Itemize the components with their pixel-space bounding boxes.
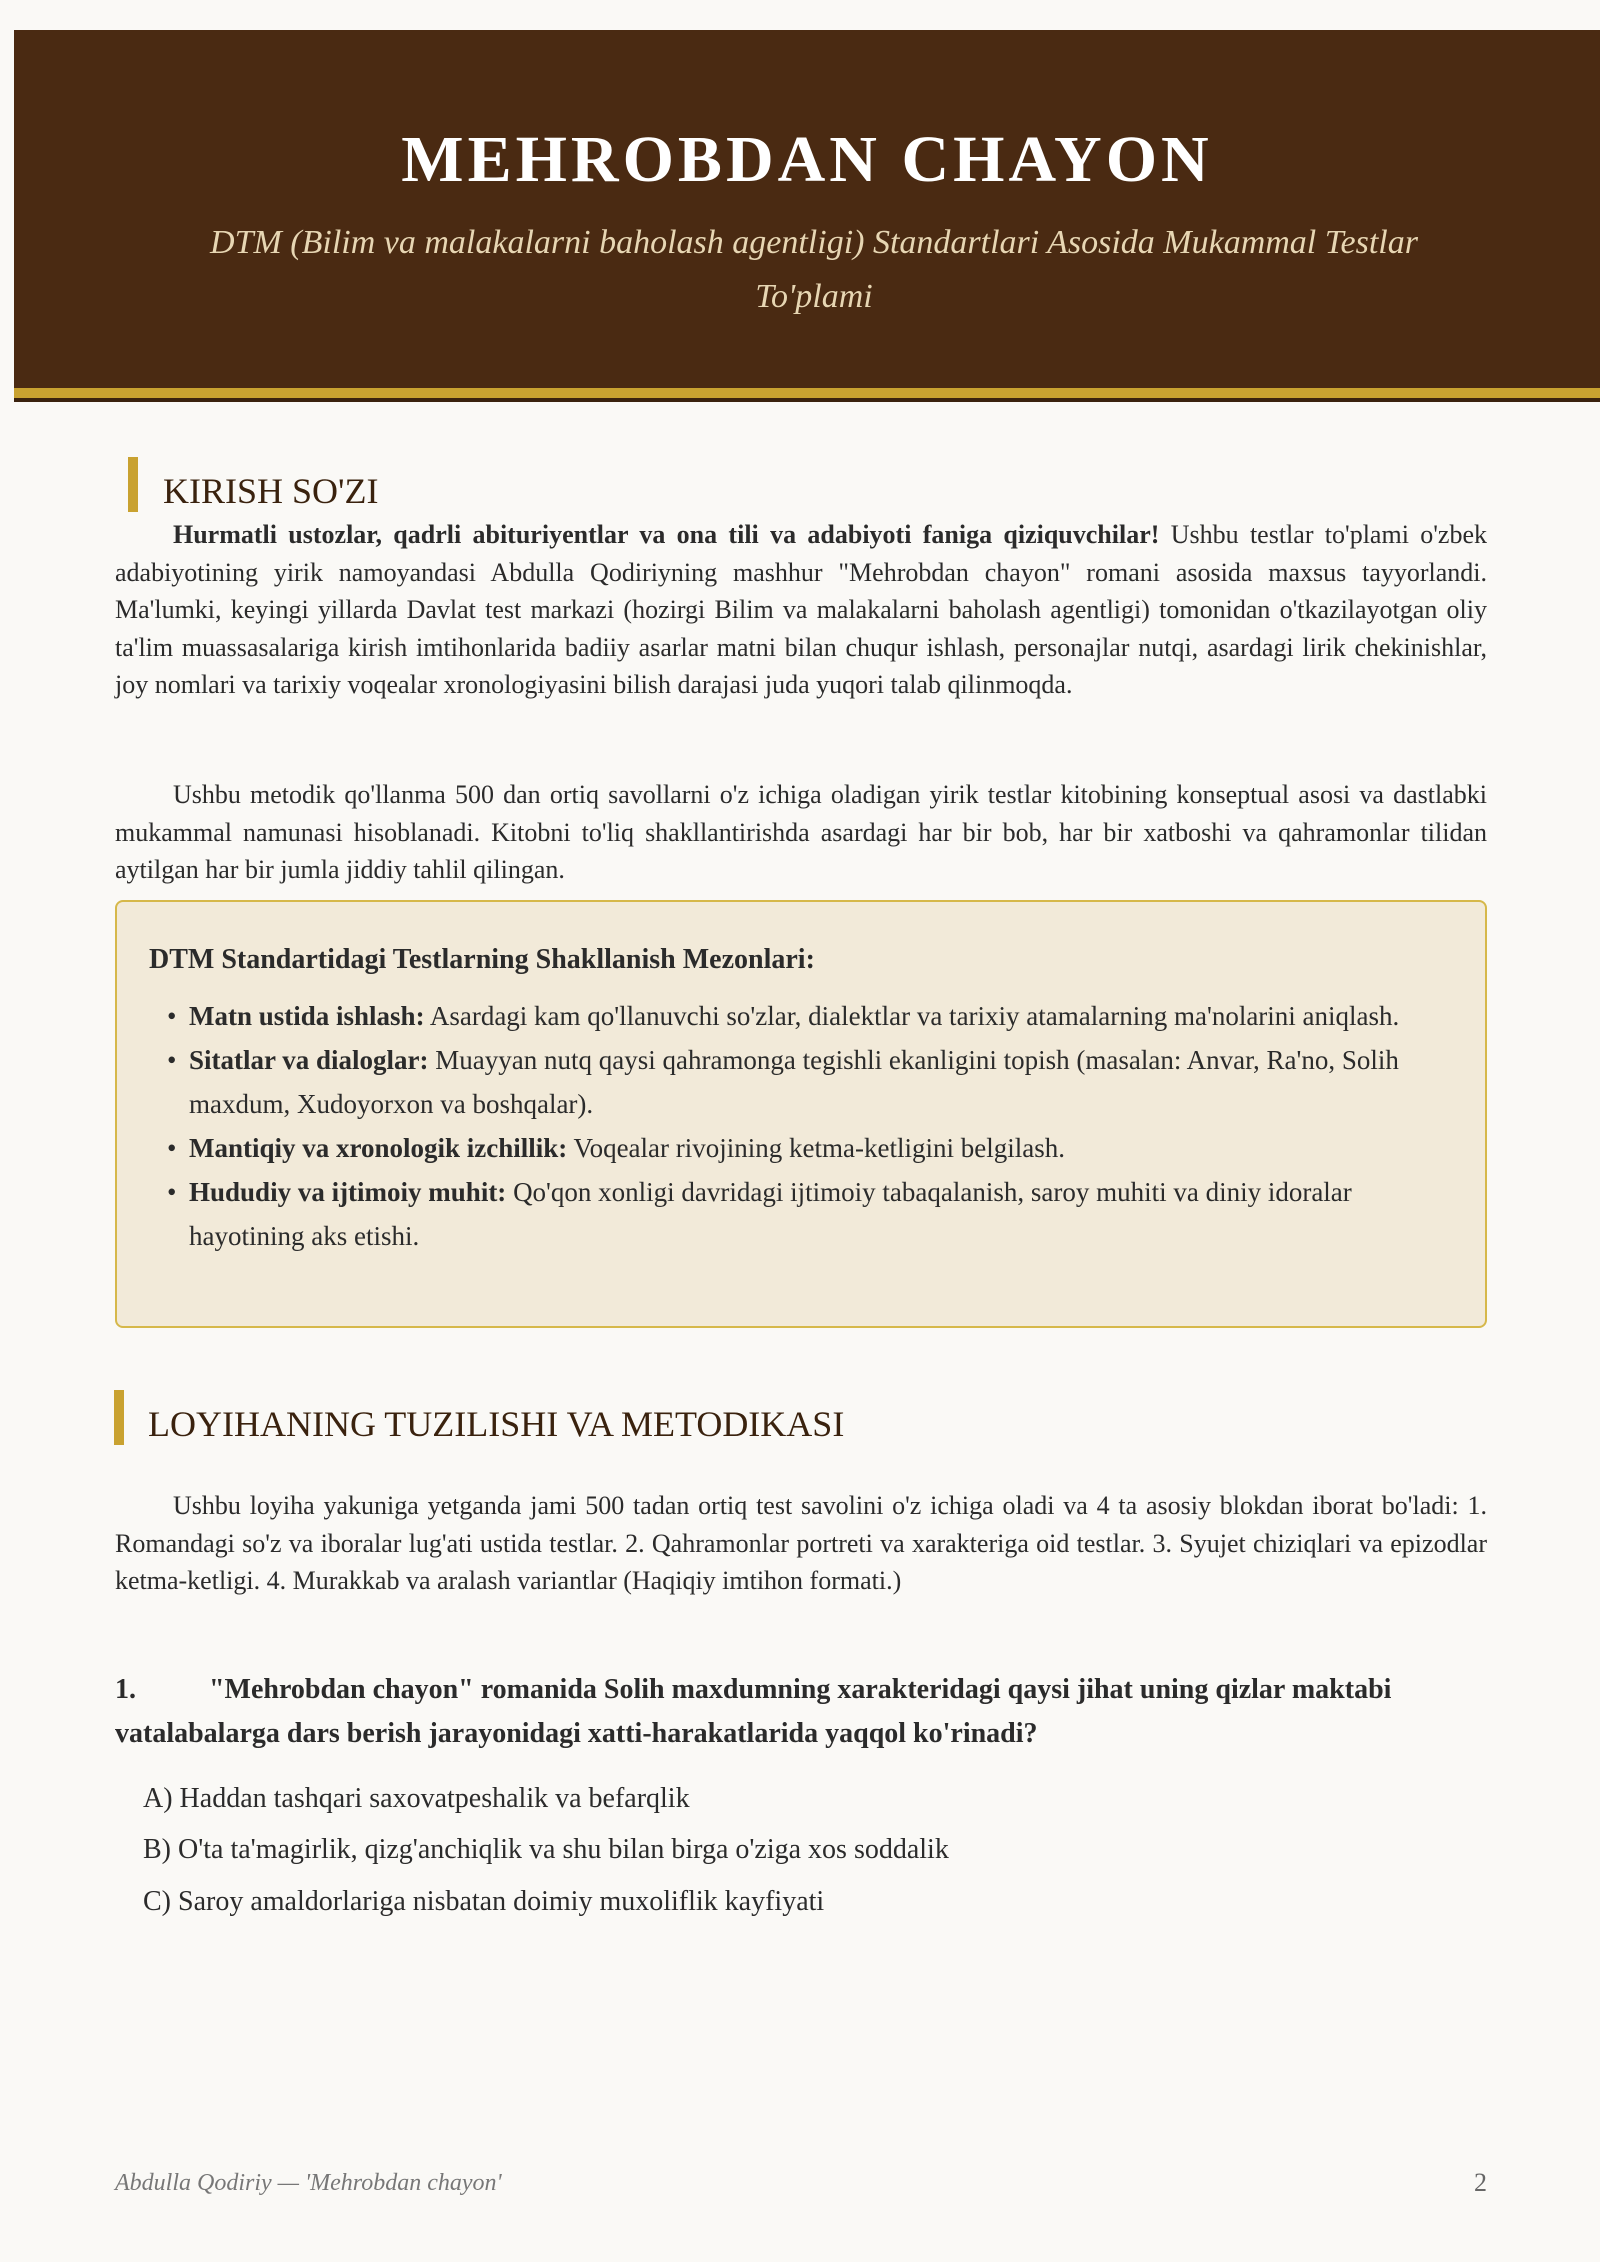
criteria-item-label: Mantiqiy va xronologik izchillik: (189, 1133, 568, 1163)
intro-greeting: Hurmatli ustozlar, qadrli abituriyentlar va ona tili va adabiyoti faniga qiziquvchilar! (173, 520, 1160, 549)
criteria-item-text: Voqealar rivojining ketma-ketligini belgilash. (567, 1133, 1065, 1163)
page-number: 2 (1474, 2168, 1487, 2197)
answer-option-a: A) Haddan tashqari saxovatpeshalik va befarqlik (143, 1783, 690, 1814)
criteria-item: • Matn ustida ishlash: Asardagi kam qo'llanuvchi so'zlar, dialektlar va tarixiy atamalarning ma'nolarini aniqlash. (167, 1001, 1400, 1031)
criteria-item: • Mantiqiy va xronologik izchillik: Voqealar rivojining ketma-ketligini belgilash. (167, 1133, 1065, 1163)
answer-option-b: B) O'ta ta'magirlik, qizg'anchiqlik va shu bilan birga o'ziga xos soddalik (143, 1834, 949, 1865)
criteria-list (167, 994, 1417, 1258)
criteria-item: • Hududiy va ijtimoiy muhit: Qo'qon xonligi davridagi ijtimoiy tabaqalanish, saroy muhiti va diniy idoralar hayotining aks etishi. (167, 1177, 1352, 1251)
section-accent-bar (114, 1390, 124, 1445)
footer-source: Abdulla Qodiriy — 'Mehrobdan chayon' (115, 2170, 502, 2196)
intro-paragraph-1-text: Ushbu testlar to'plami o'zbek adabiyotining yirik namoyandasi Abdulla Qodiriyning mashhur "Mehrobdan chayon" romani asosida maxsus tayyorlandi. Ma'lumki, keyingi yillarda Davlat test markazi (hozirgi Bilim va malakalarni baholash agentligi) tomonidan o'tkazilayotgan oliy ta'lim muassasalariga kirish imtihonlarida badiiy asarlar matni bilan chuqur ishlash, personajlar nutqi, asardagi lirik chekinishlar, joy nomlari va tarixiy voqealar xronologiyasini bilish darajasi juda yuqori talab qilinmoqda. (115, 520, 1487, 699)
answer-option-c: C) Saroy amaldorlariga nisbatan doimiy muxoliflik kayfiyati (143, 1886, 825, 1917)
page-subtitle: DTM (Bilim va malakalarni baholash agentligi) Standartlari Asosida Mukammal Testlar To'plami (210, 224, 1418, 315)
criteria-item-text: Qo'qon xonligi davridagi ijtimoiy tabaqalanish, saroy muhiti va diniy idoralar hayotining aks etishi. (189, 1177, 1352, 1251)
criteria-item-text: Muayyan nutq qaysi qahramonga tegishli ekanligini topish (masalan: Anvar, Ra'no, Solih maxdum, Xudoyorxon va boshqalar). (189, 1045, 1399, 1119)
criteria-item-label: Hududiy va ijtimoiy muhit: (189, 1177, 507, 1207)
banner-dark-rule (14, 398, 1600, 402)
intro-paragraph-2 (115, 776, 1487, 889)
criteria-item: • Sitatlar va dialoglar: Muayyan nutq qaysi qahramonga tegishli ekanligini topish (masalan: Anvar, Ra'no, Solih maxdum, Xudoyorxon va boshqalar). (167, 1045, 1399, 1119)
section-accent-bar (128, 457, 138, 512)
intro-paragraph-2-text: Ushbu metodik qo'llanma 500 dan ortiq savollarni o'z ichiga oladigan yirik testlar kitobining konseptual asosi va dastlabki mukammal namunasi hisoblanadi. Kitobni to'liq shakllantirishda asardagi har bir bob, har bir xatboshi va qahramonlar tilidan aytilgan har bir jumla jiddiy tahlil qilingan. (115, 780, 1487, 884)
criteria-box (115, 900, 1487, 1328)
criteria-item-text: Asardagi kam qo'llanuvchi so'zlar, dialektlar va tarixiy atamalarning ma'nolarini aniqlash. (424, 1001, 1400, 1031)
structure-paragraph (115, 1487, 1487, 1600)
question-number: 1. (115, 1674, 136, 1705)
structure-paragraph-text: Ushbu loyiha yakuniga yetganda jami 500 tadan ortiq test savolini o'z ichiga oladi va 4 ta asosiy blokdan iborat bo'ladi: 1. Romandagi so'z va iboralar lug'ati ustida testlar. 2. Qahramonlar portreti va xarakteriga oid testlar. 3. Syujet chiziqlari va epizodlar ketma-ketligi. 4. Murakkab va aralash variantlar (Haqiqiy imtihon formati.) (115, 1491, 1487, 1595)
title-banner (14, 30, 1600, 388)
question-text: "Mehrobdan chayon" romanida Solih maxdumning xarakteridagi qaysi jihat uning qizlar maktabi vatalabalarga dars berish jarayonidagi xatti-harakatlarida yaqqol ko'rinadi? (115, 1674, 1392, 1749)
banner-gold-rule (14, 388, 1600, 398)
section-heading-intro: KIRISH SO'ZI (163, 471, 379, 511)
question-1 (115, 1668, 1495, 1756)
page-title: MEHROBDAN CHAYON (401, 123, 1213, 196)
criteria-item-label: Sitatlar va dialoglar: (189, 1045, 429, 1075)
criteria-box-title: DTM Standartidagi Testlarning Shakllanish Mezonlari: (149, 944, 815, 975)
section-heading-structure: LOYIHANING TUZILISHI VA METODIKASI (148, 1404, 845, 1444)
criteria-item-label: Matn ustida ishlash: (189, 1001, 425, 1031)
intro-paragraph-1 (115, 516, 1487, 704)
